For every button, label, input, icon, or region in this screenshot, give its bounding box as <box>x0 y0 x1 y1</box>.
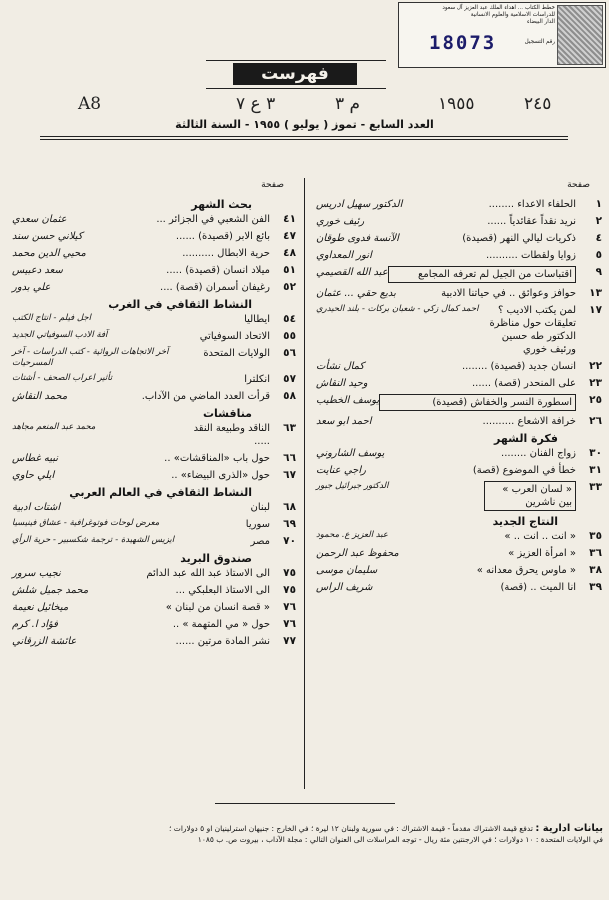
page-number: ٣٩ <box>589 581 602 593</box>
toc-entry <box>8 601 296 614</box>
toc-entry <box>312 215 602 228</box>
entry-author: محيي الدين محمد <box>12 248 86 259</box>
entry-title: رغيفان أسمران (قصة) .... <box>160 282 270 293</box>
toc-entry <box>8 373 296 386</box>
section-heading: النشاط الثقافي في الغرب <box>108 298 252 311</box>
entry-author: راجي عنايت <box>316 465 366 476</box>
toc-entry <box>312 377 602 390</box>
toc-entry <box>8 213 296 226</box>
entry-author: علي بدور <box>12 282 51 293</box>
page-number: ٦٩ <box>283 518 296 530</box>
entry-author: محمد جميل شلش <box>12 585 89 596</box>
entry-author: الآنسة فدوى طوقان <box>316 233 399 244</box>
page-number: ٧٦ <box>283 618 296 630</box>
entry-title: خرافة الاشعاع .......... <box>482 416 576 427</box>
toc-entry <box>8 422 296 448</box>
page-number: ٧٦ <box>283 601 296 613</box>
title-rule-top <box>206 60 386 61</box>
entry-title: اقتباسات من الجيل لم تعرفه المجامع <box>388 266 576 283</box>
stamp-image-icon <box>557 5 603 65</box>
toc-entry <box>8 247 296 260</box>
entry-title: حول باب «المناقشات» .. <box>164 453 270 464</box>
page-number: ٤٨ <box>283 247 296 259</box>
handwritten-mark: ٣ ع ٧ <box>236 94 276 114</box>
column-divider <box>304 178 305 789</box>
entry-author: ميخائيل نعيمة <box>12 602 69 613</box>
page-number: ٢٥ <box>589 394 602 406</box>
toc-entry <box>8 584 296 597</box>
entry-author: اشتات ادبية <box>12 502 61 513</box>
page-column-label: صفحة <box>261 180 284 190</box>
page-number: ٦٧ <box>283 469 296 481</box>
toc-entry <box>8 635 296 648</box>
entry-title: زواج الفنان ........ <box>501 448 576 459</box>
page-number: ٥٥ <box>283 330 296 342</box>
toc-entry <box>312 481 602 511</box>
issue-line: العدد السابع - تموز ( يوليو ) ١٩٥٥ - السنة الثالثة <box>175 118 434 131</box>
toc-entry <box>8 452 296 465</box>
entry-author: نجيب سرور <box>12 568 61 579</box>
toc-entry <box>312 415 602 428</box>
page-number: ١ <box>595 198 602 210</box>
toc-entry <box>312 232 602 245</box>
entry-title: الحلفاء الاعداء ........ <box>488 199 576 210</box>
page-number: ٧٥ <box>283 567 296 579</box>
page-number: ٢٢ <box>589 360 602 372</box>
toc-entry <box>312 360 602 373</box>
entry-title: زوايا ولقطات .......... <box>485 250 576 261</box>
entry-author: عبد الله القصيمي <box>316 267 388 278</box>
page-number: ٧٧ <box>283 635 296 647</box>
page-number: ٥٢ <box>283 281 296 293</box>
toc-entry <box>312 287 602 300</box>
section-heading: فكرة الشهر <box>494 432 558 445</box>
handwritten-mark: م ٣ <box>335 94 361 114</box>
entry-title: سوريا <box>245 519 270 530</box>
toc-entry <box>312 547 602 560</box>
entry-author: احمد ابو سعد <box>316 416 372 427</box>
page-number: ٢٦ <box>589 415 602 427</box>
toc-entry <box>8 347 296 369</box>
entry-title: الولايات المتحدة <box>203 348 270 359</box>
entry-title: بائع الابر (قصيدة) ...... <box>175 231 270 242</box>
page-number: ٥١ <box>283 264 296 276</box>
entry-title: « لسان العرب » بين ناشرين <box>484 481 576 511</box>
entry-title: انا الميت .. (قصة) <box>500 582 576 593</box>
page-number: ٣٣ <box>589 481 602 493</box>
entry-author: اجل فيلم - انتاج الكتب <box>12 313 91 323</box>
toc-entry <box>8 469 296 482</box>
entry-title: ايطاليا <box>244 314 270 325</box>
divider <box>40 139 568 140</box>
section-heading: بحث الشهر <box>191 198 252 211</box>
section-heading: صندوق البريد <box>180 552 252 565</box>
toc-entry <box>312 198 602 211</box>
toc-entry <box>8 390 296 403</box>
entry-title: حول « مي المتهمة » .. <box>172 619 270 630</box>
entry-author: رئيف خوري <box>316 216 365 227</box>
handwritten-mark: ٢٤٥ <box>524 94 552 114</box>
entry-title: انكلترا <box>244 374 270 385</box>
page-number: ٩ <box>595 266 602 278</box>
entry-title: انسان جديد (قصيدة) ........ <box>461 361 576 372</box>
toc-entry <box>8 330 296 343</box>
page-column-label: صفحة <box>567 180 590 190</box>
entry-author: عبد العزيز ع. محمود <box>316 530 388 540</box>
entry-title: الى الاستاذ البعلبكي ... <box>175 585 270 596</box>
page-number: ٥٧ <box>283 373 296 385</box>
page-number: ٤٧ <box>283 230 296 242</box>
accession-stamp <box>398 2 606 68</box>
entry-author: فؤاد ا. كرم <box>12 619 58 630</box>
entry-author: محفوظ عبد الرحمن <box>316 548 399 559</box>
section-heading: النتاج الجديد <box>492 515 558 528</box>
page-number: ٦٨ <box>283 501 296 513</box>
admin-info-title: بيانات ادارية : <box>535 823 603 834</box>
entry-author: سليمان موسى <box>316 565 378 576</box>
entry-title: نريد نقداً عقائدياً ...... <box>487 216 576 227</box>
toc-entry <box>312 530 602 543</box>
entry-title: على المنحدر (قصة) ...... <box>472 378 576 389</box>
entry-title: نشر المادة مرتين ...... <box>175 636 270 647</box>
page-number: ٥٨ <box>283 390 296 402</box>
entry-author: عائشة الزرقاني <box>12 636 77 647</box>
toc-entry <box>8 618 296 631</box>
entry-author: تأثير اعراب الصحف - أشتات <box>12 373 113 383</box>
entry-author: شريف الراس <box>316 582 373 593</box>
entry-author: معرض لوحات فوتوغرافية - عشاق فينيسيا <box>12 518 160 528</box>
page-number: ٥٦ <box>283 347 296 359</box>
handwritten-mark: A8 <box>78 94 102 114</box>
page-number: ٧٠ <box>283 535 296 547</box>
admin-info <box>6 823 603 845</box>
page-number: ٤١ <box>283 213 296 225</box>
toc-entry <box>8 281 296 294</box>
entry-title: « قصة انسان من لبنان » <box>165 602 270 613</box>
page-number: ٥٤ <box>283 313 296 325</box>
title-rule-bottom <box>206 88 386 89</box>
page-number: ٢ <box>595 215 602 227</box>
entry-title: اسطورة النسر والخفاش (قصيدة) <box>379 394 576 411</box>
entry-title: ذكريات ليالي النهر (قصيدة) <box>462 233 576 244</box>
entry-author: كمال نشأت <box>316 361 365 372</box>
page-number: ٦٣ <box>283 422 296 434</box>
toc-entry <box>312 581 602 594</box>
entry-title: « انت .. انت .. » <box>504 531 576 542</box>
entry-author: ايزيس الشهيدة - ترجمة شكسبير - حرية الرأي <box>12 535 175 545</box>
entry-title: لمن يكتب الاديب ؟ تعليقات حول مناظرة الدكتور طه حسين ورئيف خوري <box>489 305 576 355</box>
entry-title: « امرأة العزيز » <box>508 548 576 559</box>
page-number: ٦٦ <box>283 452 296 464</box>
toc-entry <box>8 567 296 580</box>
toc-entry <box>8 535 296 548</box>
entry-author: بديع حقي ... عثمان <box>316 288 396 299</box>
toc-entry <box>312 464 602 477</box>
entry-author: الدكتور جبرائيل جبور <box>316 481 389 491</box>
entry-author: محمد النقاش <box>12 391 68 402</box>
page-number: ٣١ <box>589 464 602 476</box>
entry-author: سعد دعبيس <box>12 265 63 276</box>
entry-title: قرأت العدد الماضي من الآداب. <box>141 391 270 402</box>
entry-title: مصر <box>250 536 270 547</box>
entry-author: يوسف الشاروني <box>316 448 385 459</box>
toc-entry <box>312 304 602 356</box>
toc-entry <box>8 264 296 277</box>
entry-title: الفن الشعبي في الجزائر ... <box>156 214 270 225</box>
entry-author: يوسف الخطيب <box>316 395 380 406</box>
handwritten-mark: ١٩٥٥ <box>438 94 475 114</box>
stamp-text: خطط الكتاب ... اهداء الملك عبد العزيز آل سعود للدراسات الاسلامية والعلوم الانسانية الدار البيضاء رقم التسجيل <box>442 5 555 45</box>
entry-title: حوافز وعوائق .. في حياتنا الادبية <box>441 288 576 299</box>
admin-info-line: تدفع قيمة الاشتراك مقدماً - قيمة الاشتراك : في سورية ولبنان ١٢ ليرة ؛ في الخارج : جنيهان استرلينيان او ٥ دولارات ؛ <box>169 824 533 833</box>
entry-author: عثمان سعدي <box>12 214 67 225</box>
page-number: ٣٠ <box>589 447 602 459</box>
entry-author: كيلاني حسن سند <box>12 231 83 242</box>
section-heading: مناقشات <box>202 407 252 420</box>
accession-number: 18073 <box>429 32 497 54</box>
entry-title: حرية الابطال .......... <box>182 248 270 259</box>
page-number: ٥ <box>595 249 602 261</box>
page-number: ٤ <box>595 232 602 244</box>
page-number: ٧٥ <box>283 584 296 596</box>
footer-rule <box>215 803 395 804</box>
entry-author: الدكتور سهيل ادريس <box>316 199 403 210</box>
left-column <box>8 180 296 652</box>
entry-author: آفة الادب السوفياتي الجديد <box>12 330 108 340</box>
toc-entry <box>312 564 602 577</box>
entry-title: الى الاستاذ عبد الله عبد الدائم <box>146 568 270 579</box>
toc-entry <box>8 230 296 243</box>
entry-author: نبيه غطاس <box>12 453 59 464</box>
admin-info-line: في الولايات المتحدة : ١٠ دولارات ؛ في الارجنتين مئة ريال - توجه المراسلات الى العنوان التالي : مجلة الآداب ، بيروت ص. ب ١٠٨٥ <box>197 835 603 844</box>
entry-author: آخر الاتجاهات الروائية - كتب الدراسات - آخر المسرحيات <box>12 347 169 368</box>
toc-entry <box>312 249 602 262</box>
page-number: ٣٥ <box>589 530 602 542</box>
entry-title: ميلاد انسان (قصيدة) ..... <box>166 265 270 276</box>
toc-entry <box>8 518 296 531</box>
page-title: فهرست <box>233 63 357 85</box>
entry-title: لبنان <box>250 502 270 513</box>
entry-title: الناقد وطبيعة النقد ..... <box>193 423 270 447</box>
entry-author: محمد عبد المنعم مجاهد <box>12 422 96 432</box>
entry-author: ايلي حاوي <box>12 470 55 481</box>
toc-entry <box>8 501 296 514</box>
page-number: ١٧ <box>589 304 602 316</box>
page-number: ١٣ <box>589 287 602 299</box>
page-number: ٣٨ <box>589 564 602 576</box>
entry-author: وحيد النقاش <box>316 378 368 389</box>
entry-author: احمد كمال زكي - شعبان بركات - بلند الحيدري <box>316 304 479 314</box>
entry-title: خطأ في الموضوع (قصة) <box>472 465 576 476</box>
entry-title: الاتحاد السوفياتي <box>199 331 270 342</box>
toc-entry <box>8 313 296 326</box>
entry-title: حول «الذرى البيضاء» .. <box>171 470 270 481</box>
entry-title: « ماوس يحرق معدانه » <box>476 565 576 576</box>
toc-entry <box>312 447 602 460</box>
divider <box>40 136 568 137</box>
right-column <box>312 180 602 598</box>
toc-entry <box>312 266 602 283</box>
page-number: ٢٣ <box>589 377 602 389</box>
entry-author: انور المعداوي <box>316 250 372 261</box>
toc-entry <box>312 394 602 411</box>
section-heading: النشاط الثقافي في العالم العربي <box>69 486 252 499</box>
page-number: ٣٦ <box>589 547 602 559</box>
